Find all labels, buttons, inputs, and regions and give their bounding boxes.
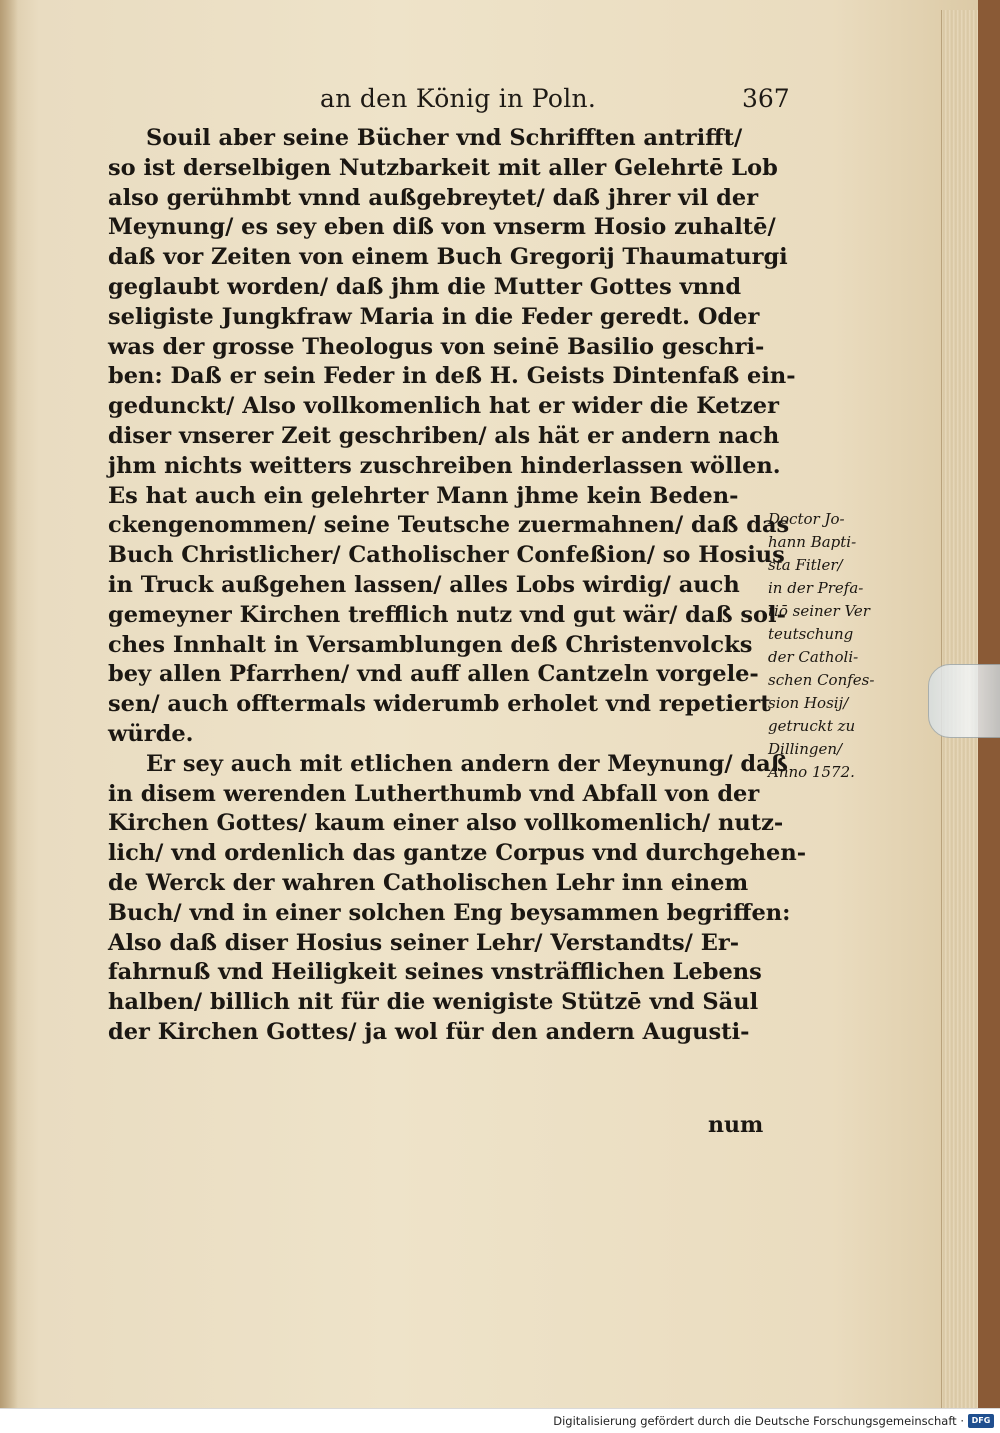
text-line: de Werck der wahren Catholischen Lehr inn einem — [108, 869, 749, 896]
text-line: fahrnuß vnd Heiligkeit seines vnsträfflichen Lebens — [108, 959, 762, 986]
marginal-note-line: Doctor Jo- — [768, 510, 845, 528]
text-line: in disem werenden Lutherthumb vnd Abfall von der — [108, 780, 760, 807]
text-line: daß vor Zeiten von einem Buch Gregorij Thaumaturgi — [108, 244, 788, 271]
dfg-logo-icon: DFG — [968, 1414, 994, 1428]
text-line: würde. — [108, 720, 194, 747]
text-line: sen/ auch offtermals widerumb erholet vnd repetiert — [108, 691, 771, 718]
text-line: ches Innhalt in Versamblungen deß Christenvolcks — [108, 631, 753, 658]
marginal-note-line: sta Fitler/ — [768, 556, 843, 574]
text-line: Es hat auch ein gelehrter Mann jhme kein Beden- — [108, 482, 739, 509]
marginal-note-line: Anno 1572. — [768, 763, 855, 781]
text-line: diser vnserer Zeit geschriben/ als hät er andern nach — [108, 422, 780, 449]
marginal-note-line: schen Confes- — [768, 671, 875, 689]
marginal-note-line: Dillingen/ — [768, 740, 843, 758]
text-line: jhm nichts weitters zuschreiben hinderlassen wöllen. — [108, 452, 781, 479]
marginal-note-line: hann Bapti- — [768, 533, 857, 551]
marginal-note-line: in der Prefa- — [768, 579, 864, 597]
credit-bar — [0, 1408, 1000, 1433]
text-line: gedunckt/ Also vollkomenlich hat er wider die Ketzer — [108, 393, 779, 420]
marginal-note-line: sion Hosij/ — [768, 694, 849, 712]
running-head: an den König in Poln. — [320, 84, 597, 113]
page-number: 367 — [742, 84, 790, 113]
text-line: gemeyner Kirchen trefflich nutz vnd gut wär/ daß sol- — [108, 601, 786, 628]
catchword: num — [708, 1112, 764, 1138]
marginal-note-line: der Catholi- — [768, 648, 859, 666]
text-line: Buch Christlicher/ Catholischer Confeßion/ so Hosius — [108, 542, 785, 569]
page-clip — [928, 664, 1000, 738]
text-line: Also daß diser Hosius seiner Lehr/ Verstandts/ Er- — [108, 929, 740, 956]
spine-shadow — [0, 0, 18, 1408]
funding-credit: Digitalisierung gefördert durch die Deutsche Forschungsgemeinschaft · — [553, 1414, 964, 1428]
text-line: Souil aber seine Bücher vnd Schrifften antrifft/ — [146, 125, 743, 151]
text-line: ckengenommen/ seine Teutsche zuermahnen/ daß das — [108, 512, 790, 539]
text-line: Kirchen Gottes/ kaum einer also vollkomenlich/ nutz- — [108, 810, 784, 837]
text-line: Er sey auch mit etlichen andern der Meynung/ daß — [146, 750, 788, 777]
text-line: halben/ billich nit für die wenigiste Stützē vnd Säul — [108, 989, 759, 1016]
text-line: lich/ vnd ordenlich das gantze Corpus vnd durchgehen- — [108, 840, 807, 867]
text-line: also gerühmbt vnnd außgebreytet/ daß jhrer vil der — [108, 184, 759, 211]
marginal-note — [768, 508, 898, 784]
marginal-note-line: teutschung — [768, 625, 854, 643]
text-line: geglaubt worden/ daß jhm die Mutter Gottes vnnd — [108, 273, 742, 300]
text-line: was der grosse Theologus von seinē Basilio geschri- — [108, 333, 765, 360]
text-line: ben: Daß er sein Feder in deß H. Geists Dintenfaß ein- — [108, 363, 796, 390]
text-line: bey allen Pfarrhen/ vnd auff allen Cantzeln vorgele- — [108, 661, 759, 688]
text-line: seligiste Jungkfraw Maria in die Feder geredt. Oder — [108, 303, 760, 330]
text-line: in Truck außgehen lassen/ alles Lobs wirdig/ auch — [108, 571, 740, 598]
text-line: der Kirchen Gottes/ ja wol für den andern Augusti- — [108, 1018, 750, 1045]
marginal-note-line: getruckt zu — [768, 717, 856, 735]
text-line: so ist derselbigen Nutzbarkeit mit aller Gelehrtē Lob — [108, 154, 778, 181]
text-line: Buch/ vnd in einer solchen Eng beysammen begriffen: — [108, 899, 791, 926]
text-line: Meynung/ es sey eben diß von vnserm Hosio zuhaltē/ — [108, 214, 776, 241]
marginal-note-line: tiō seiner Ver — [768, 602, 870, 620]
